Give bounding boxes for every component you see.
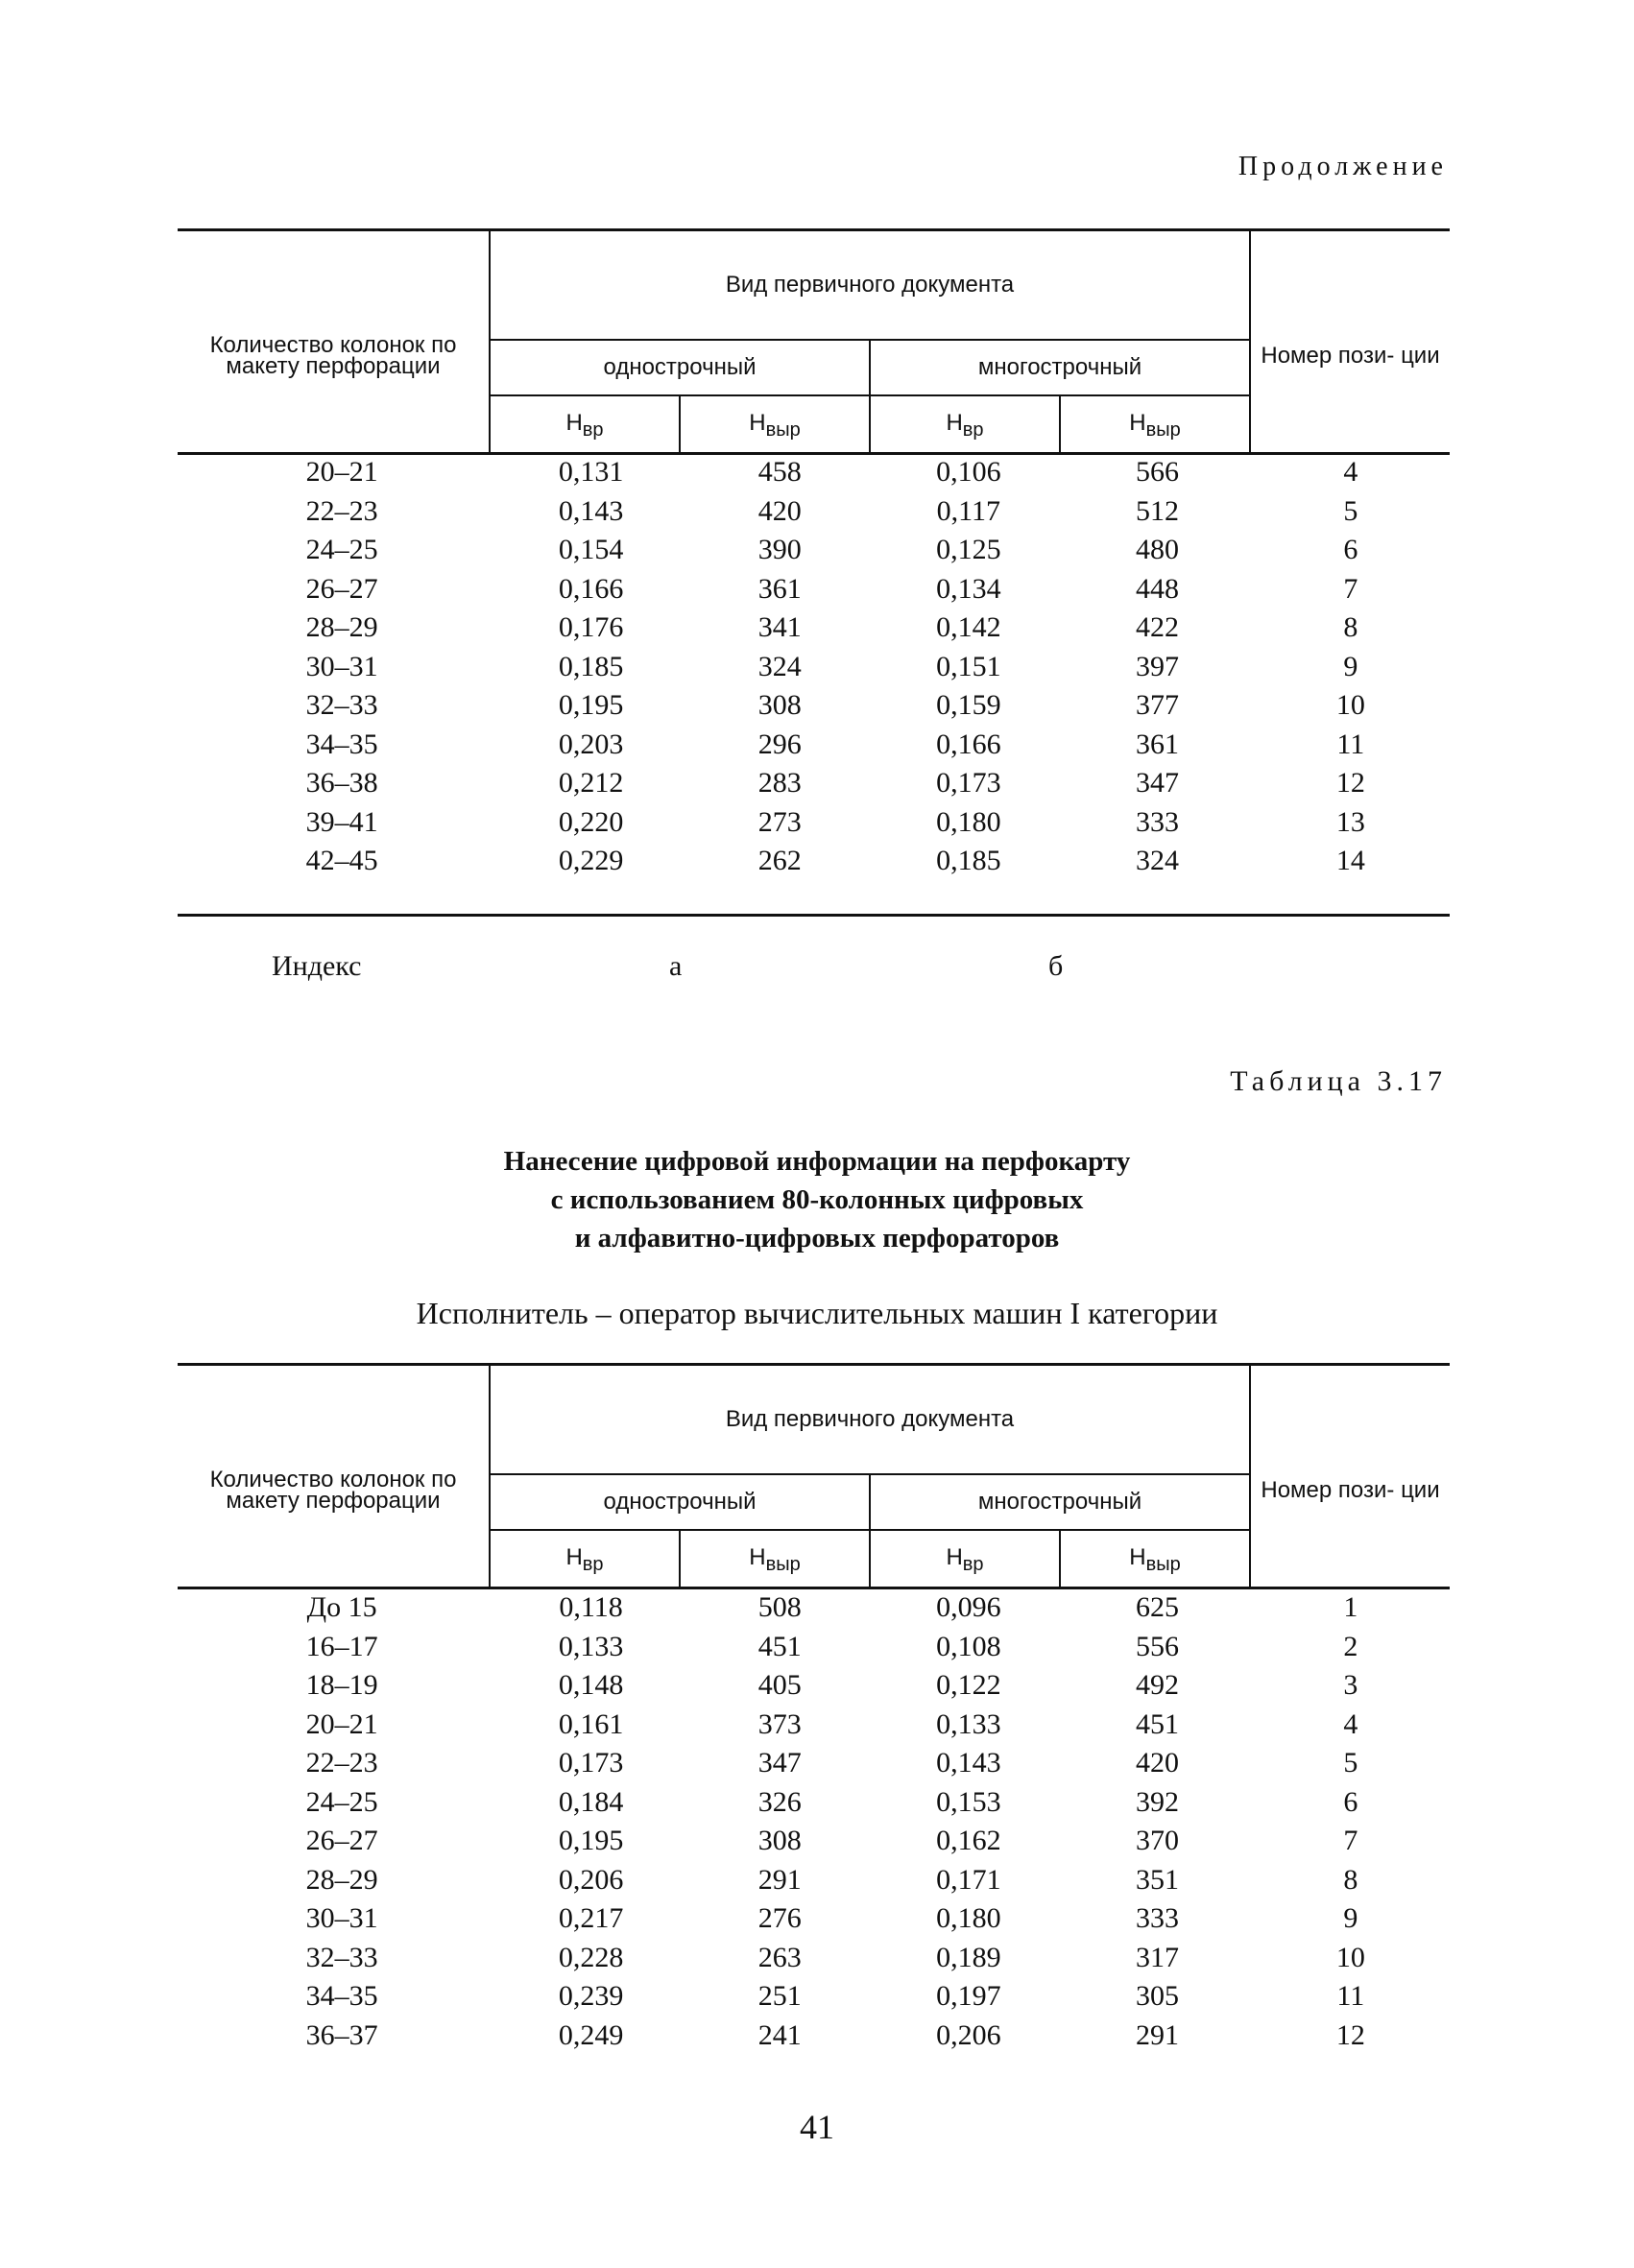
- range-cell: 22–23: [305, 1747, 378, 1779]
- position-cell: 6: [1343, 1785, 1358, 1818]
- multi-vr-cell: 0,151: [936, 650, 1001, 682]
- table-row: [178, 726, 1450, 765]
- range-cell: 39–41: [305, 805, 378, 838]
- multi-vr-cell: 0,106: [936, 456, 1001, 489]
- count-header: Количество колонок по макету перфорации: [178, 1365, 490, 1588]
- multi-vr-cell: 0,171: [936, 1863, 1001, 1896]
- multi-vyr-cell: 448: [1135, 572, 1179, 605]
- multi-vyr-cell: 333: [1135, 1902, 1179, 1935]
- multi-vr-cell: 0,108: [936, 1630, 1001, 1662]
- single-vyr-cell: 390: [757, 534, 802, 566]
- multi-vr-cell: 0,180: [936, 1902, 1001, 1935]
- single-vyr-cell: 341: [757, 611, 802, 644]
- single-vyr-cell: 405: [757, 1669, 802, 1702]
- position-cell: 10: [1335, 1941, 1365, 1973]
- multi-vr-cell: 0,162: [936, 1825, 1001, 1857]
- range-cell: 26–27: [305, 1825, 378, 1857]
- position-cell: 3: [1343, 1669, 1358, 1702]
- single-vyr-cell: 458: [757, 456, 802, 489]
- single-vr-cell: 0,249: [558, 2018, 624, 2051]
- multi-vyr-cell: 625: [1135, 1591, 1179, 1624]
- range-cell: 32–33: [305, 1941, 378, 1973]
- multi-vr-cell: 0,125: [936, 534, 1001, 566]
- multi-h-vr: $Н_{вр}$: [870, 1530, 1060, 1588]
- single-vr-cell: 0,195: [558, 689, 624, 722]
- single-vr-cell: 0,239: [558, 1980, 624, 2013]
- position-cell: 8: [1343, 1863, 1358, 1896]
- position-header: Номер пози- ции: [1250, 1365, 1450, 1588]
- multi-vyr-cell: 347: [1135, 767, 1179, 800]
- range-cell: 32–33: [305, 689, 378, 722]
- multi-vyr-cell: 492: [1135, 1669, 1179, 1702]
- multi-vr-cell: 0,173: [936, 767, 1001, 800]
- table2-body: [178, 1588, 1450, 2055]
- single-vr-cell: 0,173: [558, 1747, 624, 1779]
- multi-h-vyr: $Н_{выр}$: [1060, 395, 1250, 454]
- range-cell: 30–31: [305, 650, 378, 682]
- position-cell: 14: [1335, 845, 1365, 877]
- multi-vr-cell: 0,180: [936, 805, 1001, 838]
- table-row: [178, 1666, 1450, 1706]
- multi-vyr-cell: 556: [1135, 1630, 1179, 1662]
- position-cell: 12: [1335, 2018, 1365, 2051]
- multi-vyr-cell: 370: [1135, 1825, 1179, 1857]
- multi-vyr-cell: 420: [1135, 1747, 1179, 1779]
- single-h-vyr: $Н_{выр}$: [680, 395, 870, 454]
- single-vyr-cell: 361: [757, 572, 802, 605]
- single-vr-cell: 0,228: [558, 1941, 624, 1973]
- multi-vr-cell: 0,117: [936, 494, 1001, 527]
- table-row: [178, 803, 1450, 843]
- table-row: [178, 492, 1450, 532]
- single-vr-cell: 0,220: [558, 805, 624, 838]
- position-cell: 1: [1343, 1591, 1358, 1624]
- single-vr-cell: 0,212: [558, 767, 624, 800]
- table1-header: [178, 228, 1450, 455]
- single-vyr-cell: 326: [757, 1785, 802, 1818]
- single-vr-cell: 0,118: [559, 1591, 623, 1624]
- single-line-header: однострочный: [490, 340, 870, 395]
- position-cell: 5: [1343, 1747, 1358, 1779]
- single-vyr-cell: 276: [757, 1902, 802, 1935]
- position-cell: 9: [1343, 650, 1358, 682]
- range-cell: 30–31: [305, 1902, 378, 1935]
- table-title: Нанесение цифровой информации на перфокарту с использованием 80-колонных цифровых и алфавитно-цифровых перфораторов: [503, 1146, 1131, 1253]
- range-cell: 36–37: [305, 2018, 378, 2051]
- single-vr-cell: 0,154: [558, 534, 624, 566]
- single-vyr-cell: 273: [757, 805, 802, 838]
- multi-vyr-cell: 305: [1135, 1980, 1179, 2013]
- position-cell: 7: [1343, 572, 1358, 605]
- single-vr-cell: 0,229: [558, 845, 624, 877]
- single-vyr-cell: 262: [757, 845, 802, 877]
- position-header: Номер пози- ции: [1250, 230, 1450, 454]
- table-row: [178, 1706, 1450, 1745]
- single-vyr-cell: 251: [757, 1980, 802, 2013]
- table-row: [178, 686, 1450, 726]
- multi-vr-cell: 0,153: [936, 1785, 1001, 1818]
- single-vyr-cell: 508: [757, 1591, 802, 1624]
- single-vyr-cell: 283: [757, 767, 802, 800]
- single-vyr-cell: 373: [757, 1707, 802, 1740]
- table-row: [178, 1899, 1450, 1939]
- single-h-vyr: $Н_{выр}$: [680, 1530, 870, 1588]
- multi-vr-cell: 0,185: [936, 845, 1001, 877]
- multi-vr-cell: 0,096: [936, 1591, 1001, 1624]
- single-h-vr: $Н_{вр}$: [490, 1530, 680, 1588]
- single-vyr-cell: 420: [757, 494, 802, 527]
- multi-vyr-cell: 291: [1135, 2018, 1179, 2051]
- table1-bottom-rule: [178, 914, 1450, 917]
- range-cell: 34–35: [305, 728, 378, 760]
- multi-h-vyr: $Н_{выр}$: [1060, 1530, 1250, 1588]
- table-row: [178, 531, 1450, 570]
- single-vyr-cell: 263: [757, 1941, 802, 1973]
- single-vr-cell: 0,185: [558, 650, 624, 682]
- multi-vr-cell: 0,206: [936, 2018, 1001, 2051]
- multi-vr-cell: 0,142: [936, 611, 1001, 644]
- range-cell: 36–38: [305, 767, 378, 800]
- table-row: [178, 764, 1450, 803]
- multi-vr-cell: 0,133: [936, 1707, 1001, 1740]
- table-row: [178, 2017, 1450, 2056]
- table-row: [178, 1783, 1450, 1823]
- table-row: [178, 648, 1450, 687]
- multi-vyr-cell: 392: [1135, 1785, 1179, 1818]
- range-cell: 22–23: [305, 494, 378, 527]
- multi-vr-cell: 0,122: [936, 1669, 1001, 1702]
- single-vyr-cell: 451: [757, 1630, 802, 1662]
- page-number: 41: [800, 2108, 834, 2146]
- single-vyr-cell: 308: [757, 1825, 802, 1857]
- single-vyr-cell: 296: [757, 728, 802, 760]
- table1-body: [178, 453, 1450, 881]
- multi-h-vr: $Н_{вр}$: [870, 395, 1060, 454]
- range-cell: 20–21: [305, 456, 378, 489]
- single-vr-cell: 0,217: [558, 1902, 624, 1935]
- multi-vyr-cell: 361: [1135, 728, 1179, 760]
- index-label: Индекс: [272, 950, 362, 982]
- table-row: [178, 453, 1450, 492]
- multi-vr-cell: 0,159: [936, 689, 1001, 722]
- single-vyr-cell: 324: [757, 650, 802, 682]
- table-row: [178, 1744, 1450, 1783]
- single-vr-cell: 0,148: [558, 1669, 624, 1702]
- multi-line-header: многострочный: [870, 340, 1250, 395]
- multi-vr-cell: 0,166: [936, 728, 1001, 760]
- table-row: [178, 842, 1450, 881]
- single-vr-cell: 0,184: [558, 1785, 624, 1818]
- range-cell: 24–25: [305, 1785, 378, 1818]
- table-row: [178, 1822, 1450, 1861]
- doc-type-header: Вид первичного документа: [490, 230, 1250, 340]
- multi-vyr-cell: 512: [1135, 494, 1179, 527]
- table2-header: [178, 1363, 1450, 1589]
- position-cell: 10: [1335, 689, 1365, 722]
- index-a: а: [669, 950, 683, 982]
- performer-line: Исполнитель – оператор вычислительных машин I категории: [416, 1296, 1218, 1330]
- multi-vr-cell: 0,189: [936, 1941, 1001, 1973]
- range-cell: 24–25: [305, 534, 378, 566]
- range-cell: 28–29: [305, 611, 378, 644]
- position-cell: 5: [1343, 494, 1358, 527]
- doc-type-header: Вид первичного документа: [490, 1365, 1250, 1474]
- single-vr-cell: 0,203: [558, 728, 624, 760]
- multi-vr-cell: 0,143: [936, 1747, 1001, 1779]
- position-cell: 11: [1336, 1980, 1365, 2013]
- single-vr-cell: 0,176: [558, 611, 624, 644]
- single-vr-cell: 0,206: [558, 1863, 624, 1896]
- position-cell: 4: [1343, 456, 1358, 489]
- table-row: [178, 1628, 1450, 1667]
- multi-vyr-cell: 317: [1135, 1941, 1179, 1973]
- multi-vyr-cell: 324: [1135, 845, 1179, 877]
- multi-vyr-cell: 333: [1135, 805, 1179, 838]
- range-cell: 42–45: [305, 845, 378, 877]
- multi-vyr-cell: 480: [1135, 534, 1179, 566]
- count-header: Количество колонок по макету перфорации: [178, 230, 490, 454]
- single-h-vr: $Н_{вр}$: [490, 395, 680, 454]
- range-cell: 34–35: [305, 1980, 378, 2013]
- multi-vr-cell: 0,134: [936, 572, 1001, 605]
- single-vr-cell: 0,133: [558, 1630, 624, 1662]
- range-cell: 28–29: [305, 1863, 378, 1896]
- table-number: Таблица 3.17: [1230, 1065, 1447, 1097]
- range-cell: 18–19: [305, 1669, 378, 1702]
- single-line-header: однострочный: [490, 1474, 870, 1530]
- multi-line-header: многострочный: [870, 1474, 1250, 1530]
- multi-vyr-cell: 566: [1135, 456, 1179, 489]
- table-row: [178, 1939, 1450, 1978]
- range-cell: 20–21: [305, 1707, 378, 1740]
- single-vyr-cell: 291: [757, 1863, 802, 1896]
- multi-vyr-cell: 377: [1135, 689, 1179, 722]
- position-cell: 8: [1343, 611, 1358, 644]
- position-cell: 6: [1343, 534, 1358, 566]
- position-cell: 11: [1336, 728, 1365, 760]
- table-row: [178, 1977, 1450, 2017]
- multi-vr-cell: 0,197: [936, 1980, 1001, 2013]
- multi-vyr-cell: 351: [1135, 1863, 1179, 1896]
- single-vr-cell: 0,131: [558, 456, 624, 489]
- single-vyr-cell: 241: [757, 2018, 802, 2051]
- single-vr-cell: 0,143: [558, 494, 624, 527]
- single-vr-cell: 0,195: [558, 1825, 624, 1857]
- single-vyr-cell: 308: [757, 689, 802, 722]
- single-vyr-cell: 347: [757, 1747, 802, 1779]
- single-vr-cell: 0,161: [558, 1707, 624, 1740]
- position-cell: 13: [1335, 805, 1365, 838]
- continuation-label: Продолжение: [1238, 152, 1448, 181]
- position-cell: 4: [1343, 1707, 1358, 1740]
- multi-vyr-cell: 397: [1135, 650, 1179, 682]
- position-cell: 9: [1343, 1902, 1358, 1935]
- position-cell: 2: [1343, 1630, 1358, 1662]
- position-cell: 7: [1343, 1825, 1358, 1857]
- table-row: [178, 1588, 1450, 1628]
- table-row: [178, 570, 1450, 609]
- range-cell: 26–27: [305, 572, 378, 605]
- single-vr-cell: 0,166: [558, 572, 624, 605]
- table-row: [178, 1861, 1450, 1900]
- range-cell: До 15: [306, 1591, 377, 1624]
- table-row: [178, 609, 1450, 648]
- multi-vyr-cell: 422: [1135, 611, 1179, 644]
- multi-vyr-cell: 451: [1135, 1707, 1179, 1740]
- index-b: б: [1048, 950, 1064, 982]
- range-cell: 16–17: [305, 1630, 378, 1662]
- position-cell: 12: [1335, 767, 1365, 800]
